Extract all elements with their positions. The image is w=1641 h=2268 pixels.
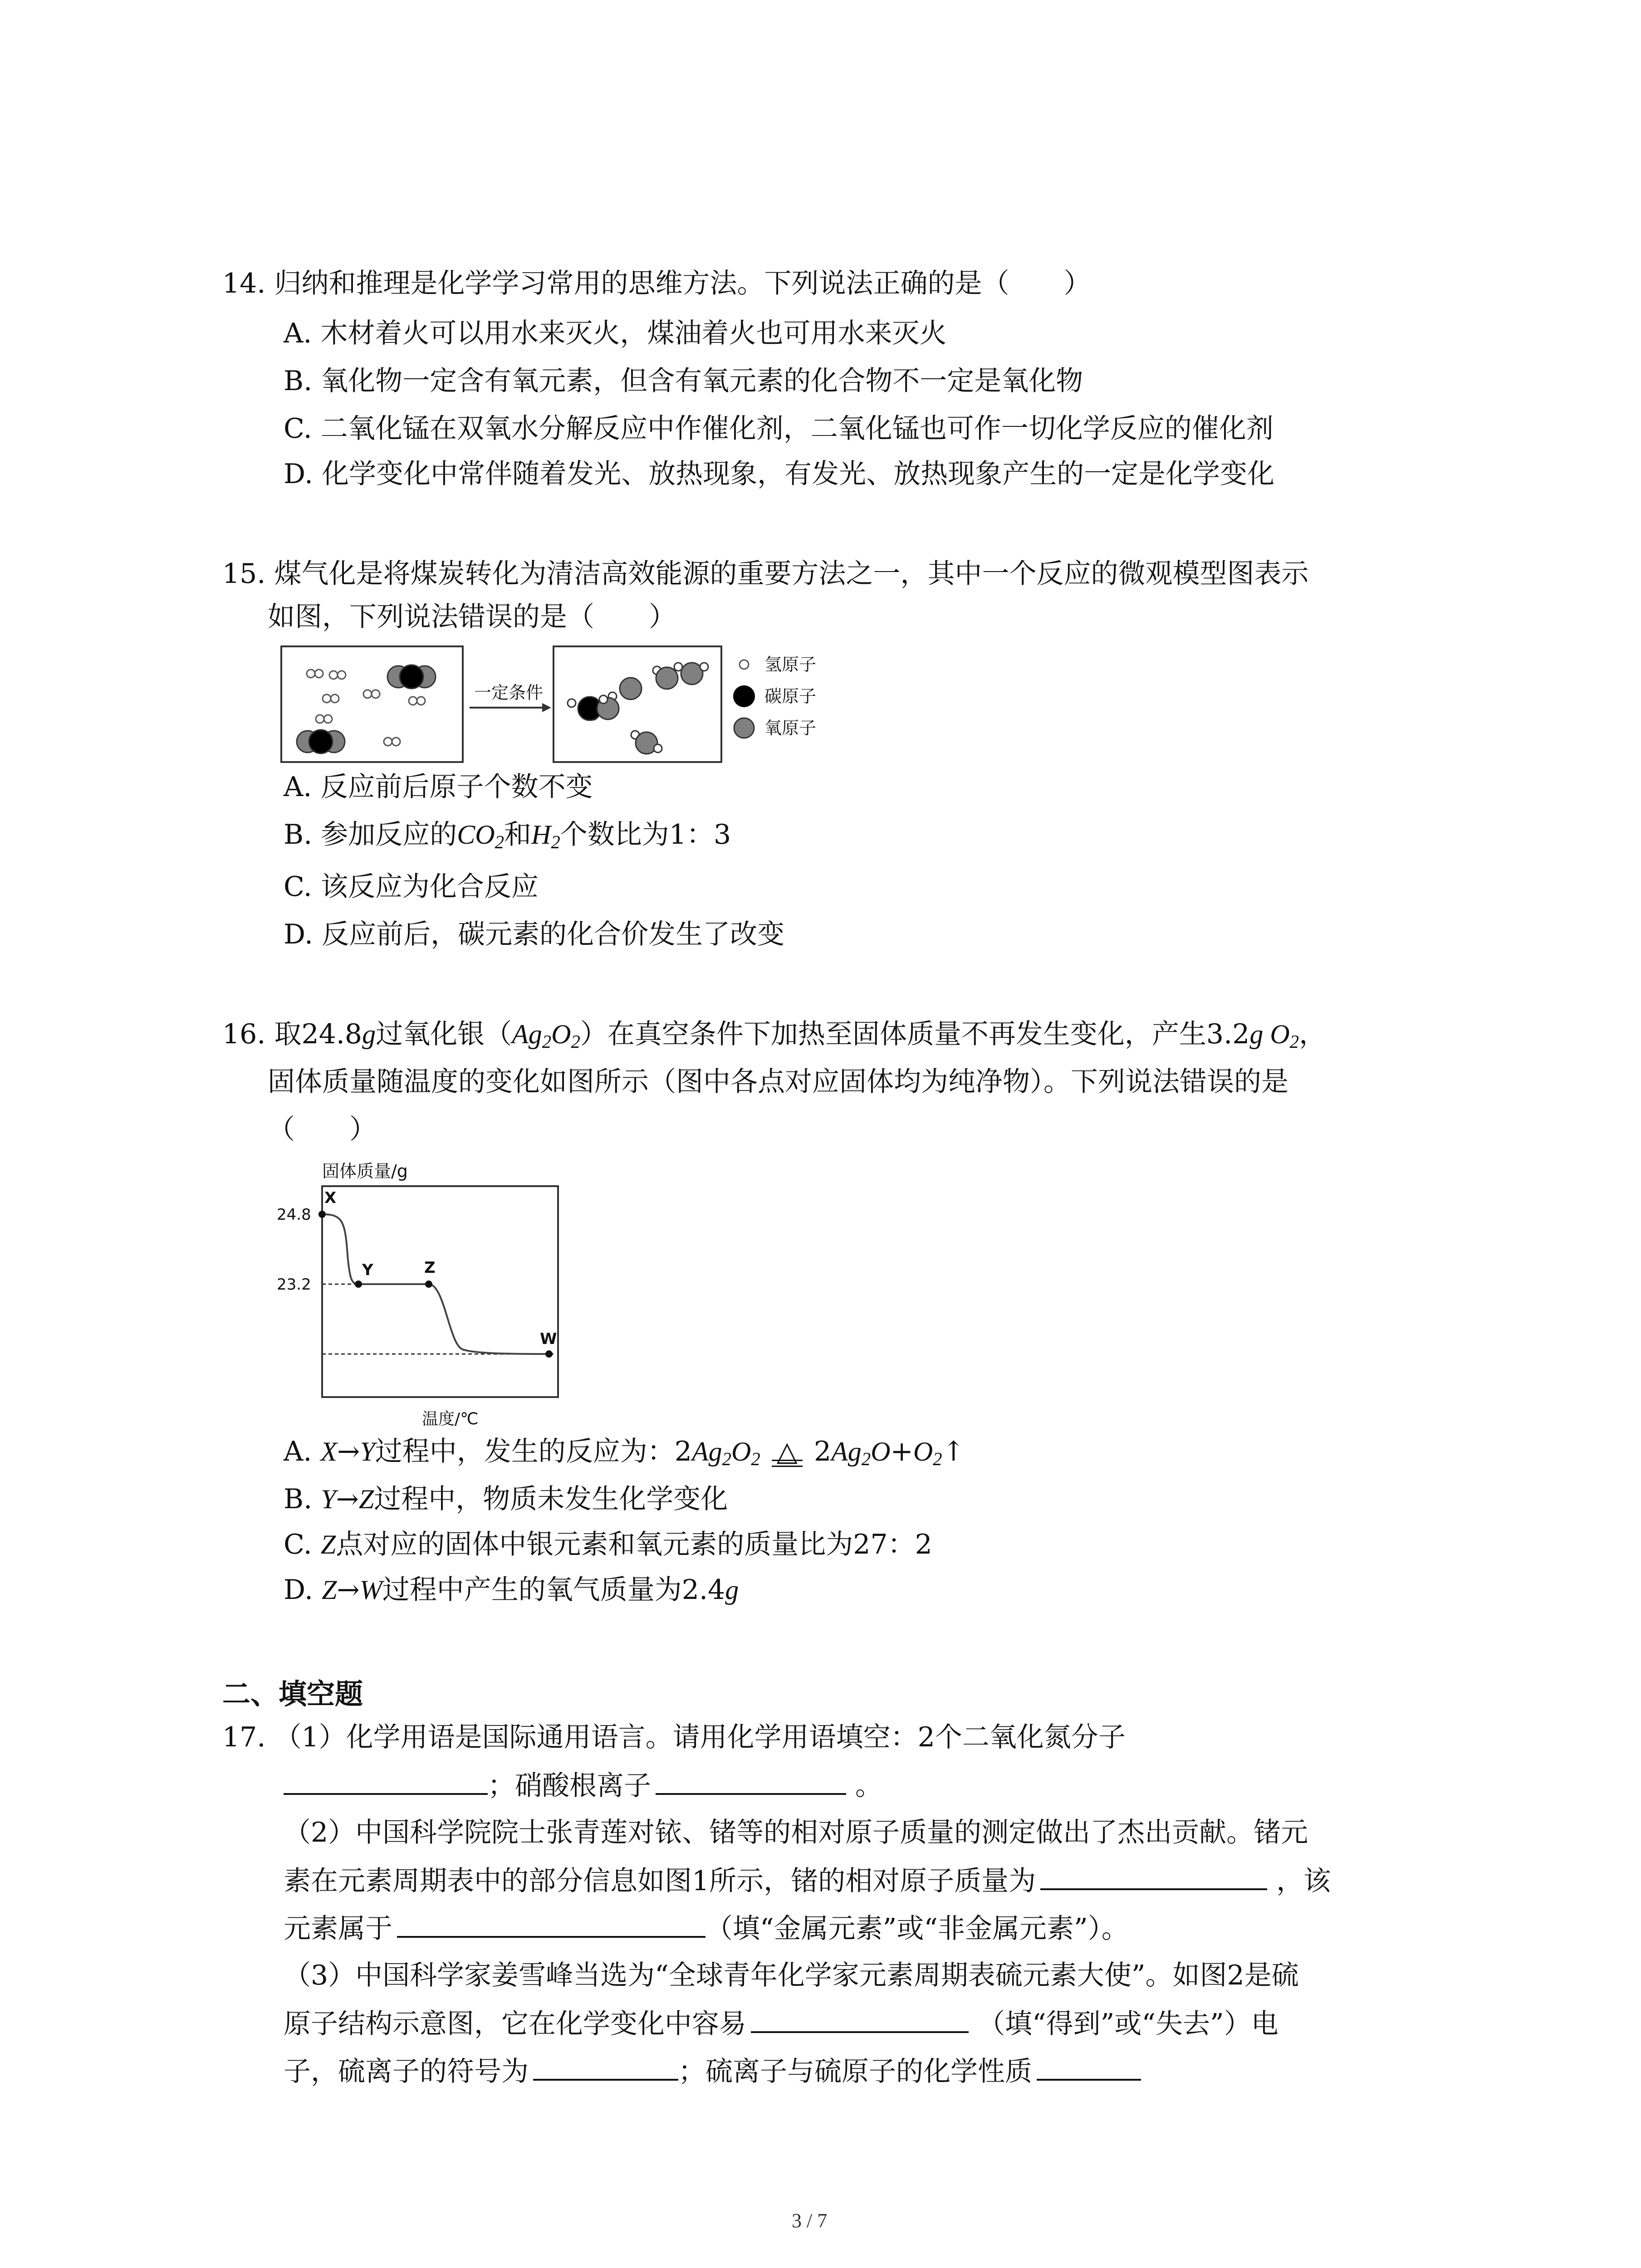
answer-blank[interactable]: [397, 1910, 705, 1938]
reaction-model-figure: [277, 640, 880, 776]
chart-point-w: [545, 1350, 553, 1358]
legend-oxygen: 氧原子: [764, 718, 817, 738]
page-number: 3 / 7: [792, 2209, 828, 2232]
chart-point-x: [318, 1211, 326, 1218]
q16-stem-line2: 固体质量随温度的变化如图所示（图中各点对应固体均为纯净物）。下列说法错误的是: [268, 1066, 1288, 1098]
hydrogen-molecule: [384, 738, 400, 746]
q15-stem-line1: 15. 煤气化是将煤炭转化为清洁高效能源的重要方法之一，其中一个反应的微观模型图表示: [222, 558, 1309, 590]
hydrogen-atom-icon: [740, 660, 749, 669]
legend-hydrogen: 氢原子: [764, 655, 817, 675]
answer-blank[interactable]: [1040, 1862, 1267, 1890]
chart-point-label-y: Y: [362, 1261, 373, 1279]
after-reaction-box: [554, 646, 721, 762]
answer-blank[interactable]: [656, 1767, 846, 1795]
chart-point-label-w: W: [540, 1330, 557, 1348]
q17-line3: （2）中国科学院院士张青莲对铱、锗等的相对原子质量的测定做出了杰出贡献。锗元: [284, 1817, 1308, 1848]
y-tick-23-2: 23.2: [277, 1276, 311, 1294]
hydrogen-molecule: [323, 694, 339, 703]
hydrogen-molecule: [307, 670, 323, 678]
chart-point-y: [355, 1281, 362, 1288]
hydrogen-molecule: [329, 671, 346, 679]
chart-point-z: [425, 1281, 432, 1288]
y-tick-24-8: 24.8: [277, 1206, 311, 1224]
chart-point-label-x: X: [324, 1189, 337, 1207]
water-molecule: [653, 666, 678, 689]
q16-stem-line1: 16. 取24.8g过氧化银$(Ag_2O_2)$在真空条件下加热至固体质量不再发生变化，产生3.2g $O_2$，: [222, 1018, 1327, 1052]
oxygen-atom-icon: [734, 718, 754, 738]
reaction-arrow: [470, 683, 551, 712]
q17-line5: 元素属于 （填“金属元素”或“非金属元素”）。: [284, 1910, 1129, 1947]
hydrogen-molecule: [316, 715, 332, 723]
q17-line7: 原子结构示意图，它在化学变化中容易 （填“得到”或“失去”）电: [284, 2005, 1279, 2042]
q16-option-d: D. Z→W过程中产生的氧气质量为2.4g: [284, 1574, 739, 1606]
plot-frame: [322, 1186, 558, 1397]
q17-line8: 子，硫离子的符号为 ；硫离子与硫原子的化学性质: [284, 2053, 1141, 2090]
methanol-molecule: [568, 695, 619, 720]
x-axis-label: 温度/℃: [422, 1410, 479, 1428]
q15-stem-line2: 如图，下列说法错误的是（ ）: [268, 601, 676, 633]
arrow-condition-label: 一定条件: [474, 683, 544, 703]
carbon-atom-icon: [733, 685, 755, 707]
q17-line4: 素在元素周期表中的部分信息如图1所示，锗的相对原子质量为 ，该: [284, 1862, 1331, 1899]
answer-blank[interactable]: [284, 1767, 488, 1795]
carbon-dioxide-molecule: [387, 665, 436, 689]
q17-line6: （3）中国科学家姜雪峰当选为“全球青年化学家元素周期表硫元素大使”。如图2是硫: [284, 1960, 1299, 1991]
q14-stem: 14. 归纳和推理是化学学习常用的思维方法。下列说法正确的是（ ）: [222, 268, 1091, 299]
answer-blank[interactable]: [751, 2005, 969, 2033]
before-reaction-box: [281, 646, 463, 762]
q14-option-c: C. 二氧化锰在双氧水分解反应中作催化剂，二氧化锰也可作一切化学反应的催化剂: [284, 413, 1274, 445]
q15-option-a: A. 反应前后原子个数不变: [284, 771, 593, 803]
q17-line2: ；硝酸根离子 。: [284, 1767, 882, 1804]
q14-option-b: B. 氧化物一定含有氧元素，但含有氧元素的化合物不一定是氧化物: [284, 365, 1083, 397]
q17-line1: 17. （1）化学用语是国际通用语言。请用化学用语填空：2个二氧化氮分子: [222, 1721, 1126, 1753]
answer-blank[interactable]: [533, 2053, 678, 2081]
chart-point-label-z: Z: [424, 1259, 436, 1277]
legend-carbon: 碳原子: [764, 686, 817, 706]
water-molecule: [631, 731, 662, 754]
water-molecule: [674, 663, 708, 684]
carbon-dioxide-molecule: [297, 730, 345, 753]
q16-option-a: A. X→Y过程中，发生的反应为：$2Ag_2O_2$ △ $2Ag_2O+O_2↑$: [284, 1433, 965, 1470]
legend: [733, 655, 816, 738]
q15-option-d: D. 反应前后，碳元素的化合价发生了改变: [284, 919, 785, 950]
mass-temperature-chart: [272, 1159, 590, 1431]
hydrogen-molecule: [409, 697, 425, 705]
q16-option-c: C. Z点对应的固体中银元素和氧元素的质量比为27：2: [284, 1529, 932, 1560]
q16-stem-line3: （ ）: [268, 1114, 377, 1145]
q14-option-a: A. 木材着火可以用水来灭火，煤油着火也可用水来灭火: [284, 318, 947, 349]
heating-sign: △: [769, 1433, 805, 1470]
hydrogen-molecule: [363, 690, 380, 698]
answer-blank[interactable]: [1037, 2053, 1141, 2081]
chart-points: [318, 1189, 557, 1358]
section-heading: 二、填空题: [222, 1677, 363, 1711]
y-axis-label: 固体质量/g: [322, 1161, 408, 1181]
q15-option-b: B. 参加反应的$CO_2$和$H_2$个数比为1：3: [284, 819, 731, 853]
q16-option-b: B. Y→Z过程中，物质未发生化学变化: [284, 1483, 728, 1515]
water-molecule: [608, 678, 642, 700]
q14-option-d: D. 化学变化中常伴随着发光、放热现象，有发光、放热现象产生的一定是化学变化: [284, 458, 1275, 490]
q15-option-c: C. 该反应为化合反应: [284, 871, 539, 903]
